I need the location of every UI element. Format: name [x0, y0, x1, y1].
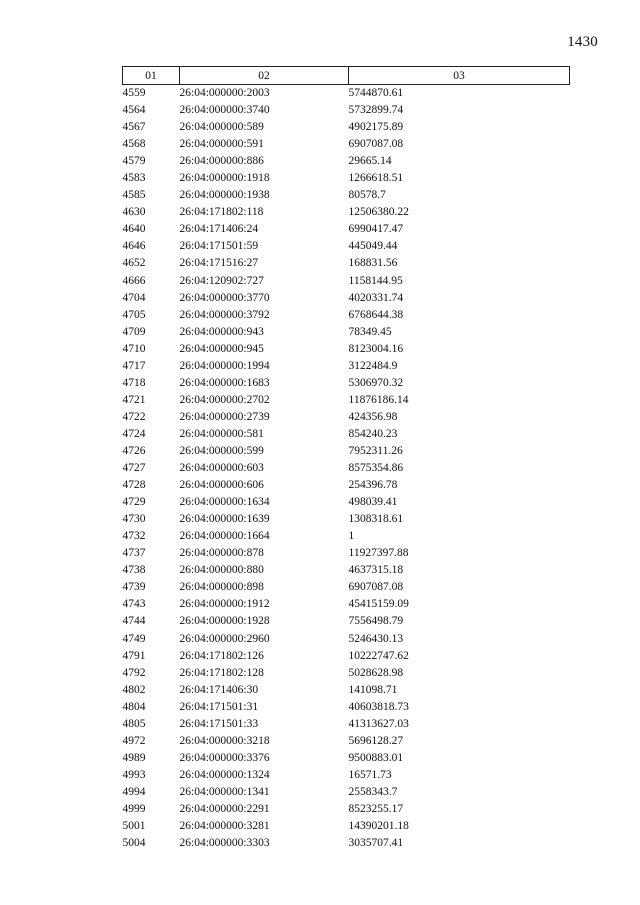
data-table: [122, 66, 570, 852]
table-row: [123, 307, 570, 324]
table-row: [123, 255, 570, 272]
table-header: [123, 67, 570, 85]
row-number-cell: 4705: [122, 308, 146, 321]
table-body: [123, 85, 570, 853]
table-row: [123, 119, 570, 136]
table-row: [123, 375, 570, 392]
row-number-cell: 4802: [122, 683, 146, 696]
row-number-cell: 4999: [122, 802, 146, 815]
cadastral-number-cell: 26:04:000000:591: [179, 138, 264, 151]
value-cell: 29665.14: [348, 155, 392, 168]
value-cell: 78349.45: [348, 325, 392, 338]
row-number-cell: 4585: [122, 189, 146, 202]
value-cell: 5306970.32: [348, 376, 404, 389]
value-cell: 80578.7: [348, 189, 386, 202]
row-number-cell: 4709: [122, 325, 146, 338]
row-number-cell: 4743: [122, 598, 146, 611]
value-cell: 254396.78: [348, 479, 398, 492]
value-cell: 8575354.86: [348, 462, 404, 475]
cadastral-number-cell: 26:04:000000:589: [179, 121, 264, 134]
row-number-cell: 4804: [122, 700, 146, 713]
row-number-cell: 4630: [122, 206, 146, 219]
cadastral-number-cell: 26:04:171406:30: [179, 683, 259, 696]
table-row: [123, 699, 570, 716]
table-row: [123, 494, 570, 511]
value-cell: 45415159.09: [348, 598, 409, 611]
cadastral-number-cell: 26:04:000000:3303: [179, 837, 270, 850]
table-row: [123, 273, 570, 290]
row-number-cell: 5001: [122, 820, 146, 833]
table-row: [123, 682, 570, 699]
cadastral-number-cell: 26:04:000000:1994: [179, 359, 270, 372]
table-row: [123, 511, 570, 528]
cadastral-number-cell: 26:04:000000:1683: [179, 376, 270, 389]
row-number-cell: 4666: [122, 274, 146, 287]
cadastral-number-cell: 26:04:000000:3218: [179, 734, 270, 747]
table-row: [123, 613, 570, 630]
value-cell: 14390201.18: [348, 820, 409, 833]
cadastral-number-cell: 26:04:000000:898: [179, 581, 264, 594]
column-header-02: 02: [180, 67, 349, 85]
cadastral-number-cell: 26:04:171802:126: [179, 649, 264, 662]
table-row: [123, 750, 570, 767]
table-row: [123, 477, 570, 494]
row-number-cell: 4738: [122, 564, 146, 577]
header-row: [123, 67, 570, 85]
table-row: [123, 426, 570, 443]
value-cell: 4637315.18: [348, 564, 404, 577]
table-row: [123, 733, 570, 750]
row-number-cell: 4568: [122, 138, 146, 151]
table-row: [123, 290, 570, 307]
table-row: [123, 221, 570, 238]
row-number-cell: 4726: [122, 445, 146, 457]
cadastral-number-cell: 26:04:000000:943: [179, 325, 264, 338]
cadastral-number-cell: 26:04:000000:2960: [179, 632, 270, 645]
table-row: [123, 170, 570, 187]
value-cell: 12506380.22: [348, 206, 409, 219]
value-cell: 168831.56: [348, 257, 398, 270]
value-cell: 5744870.61: [348, 87, 404, 100]
value-cell: 41313627.03: [348, 717, 409, 730]
value-cell: 6907087.08: [348, 581, 404, 594]
row-number-cell: 4652: [122, 257, 146, 270]
value-cell: 6990417.47: [348, 223, 404, 236]
cadastral-number-cell: 26:04:000000:599: [179, 445, 264, 457]
row-number-cell: 4993: [122, 768, 146, 781]
cadastral-number-cell: 26:04:000000:2739: [179, 410, 270, 423]
value-cell: 5246430.13: [348, 632, 404, 645]
row-number-cell: 4729: [122, 496, 146, 509]
table-row: [123, 409, 570, 426]
cadastral-number-cell: 26:04:171406:24: [179, 223, 259, 236]
value-cell: 445049.44: [348, 240, 398, 253]
cadastral-number-cell: 26:04:000000:1639: [179, 513, 270, 526]
row-number-cell: 4730: [122, 513, 146, 526]
value-cell: 8123004.16: [348, 342, 404, 355]
row-number-cell: 4805: [122, 717, 146, 730]
cadastral-number-cell: 26:04:000000:1928: [179, 615, 270, 628]
value-cell: 9500883.01: [348, 751, 404, 764]
table-row: [123, 324, 570, 341]
value-cell: 1: [348, 530, 355, 543]
row-number-cell: 4646: [122, 240, 146, 253]
row-number-cell: 4791: [122, 649, 146, 662]
table-row: [123, 596, 570, 613]
row-number-cell: 4989: [122, 751, 146, 764]
value-cell: 10222747.62: [348, 649, 409, 662]
table-row: [123, 835, 570, 852]
table-row: [123, 358, 570, 375]
table-row: [123, 767, 570, 784]
value-cell: 5732899.74: [348, 104, 404, 117]
value-cell: 7556498.79: [348, 615, 404, 628]
column-header-03: 03: [349, 67, 570, 85]
cadastral-number-cell: 26:04:000000:1341: [179, 785, 270, 798]
value-cell: 2558343.7: [348, 785, 398, 798]
cadastral-number-cell: 26:04:000000:878: [179, 547, 264, 560]
table-row: [123, 187, 570, 204]
row-number-cell: 4792: [122, 666, 146, 679]
row-number-cell: 4717: [122, 359, 146, 372]
row-number-cell: 4737: [122, 547, 146, 560]
table-row: [123, 648, 570, 665]
row-number-cell: 4704: [122, 291, 146, 304]
value-cell: 4902175.89: [348, 121, 404, 134]
value-cell: 8523255.17: [348, 802, 404, 815]
cadastral-number-cell: 26:04:000000:3770: [179, 291, 270, 304]
cadastral-number-cell: 26:04:000000:1634: [179, 496, 270, 509]
table-row: [123, 631, 570, 648]
value-cell: 11876186.14: [348, 393, 409, 406]
row-number-cell: 4583: [122, 172, 146, 185]
row-number-cell: 4718: [122, 376, 146, 389]
table-row: [123, 801, 570, 818]
value-cell: 16571.73: [348, 768, 392, 781]
value-cell: 6768644.38: [348, 308, 404, 321]
cadastral-number-cell: 26:04:171802:118: [179, 206, 264, 219]
table-row: [123, 784, 570, 801]
cadastral-number-cell: 26:04:000000:880: [179, 564, 264, 577]
row-number-cell: 4749: [122, 632, 146, 645]
cadastral-number-cell: 26:04:000000:3281: [179, 820, 270, 833]
value-cell: 40603818.73: [348, 700, 409, 713]
row-number-cell: 4744: [122, 615, 146, 628]
row-number-cell: 4724: [122, 427, 146, 440]
table-row: [123, 545, 570, 562]
cadastral-number-cell: 26:04:120902:727: [179, 274, 264, 287]
value-cell: 7952311.26: [348, 445, 403, 457]
cadastral-number-cell: 26:04:171501:31: [179, 700, 259, 713]
cadastral-number-cell: 26:04:171516:27: [179, 257, 259, 270]
value-cell: 5696128.27: [348, 734, 404, 747]
row-number-cell: 4728: [122, 479, 146, 492]
table-row: [123, 136, 570, 153]
row-number-cell: 4579: [122, 155, 146, 168]
row-number-cell: 4567: [122, 121, 146, 134]
value-cell: 3122484.9: [348, 359, 398, 372]
value-cell: 1266618.51: [348, 172, 404, 185]
row-number-cell: 4559: [122, 87, 146, 100]
cadastral-number-cell: 26:04:000000:1938: [179, 189, 270, 202]
row-number-cell: 4710: [122, 342, 146, 355]
row-number-cell: 4721: [122, 393, 146, 406]
page-number: 1430: [567, 34, 598, 50]
value-cell: 498039.41: [348, 496, 398, 509]
table-row: [123, 153, 570, 170]
table-row: [123, 102, 570, 119]
table-row: [123, 204, 570, 221]
row-number-cell: 4732: [122, 530, 146, 543]
cadastral-number-cell: 26:04:000000:2291: [179, 802, 270, 815]
cadastral-number-cell: 26:04:000000:886: [179, 155, 264, 168]
cadastral-number-cell: 26:04:000000:2702: [179, 393, 270, 406]
cadastral-number-cell: 26:04:000000:1324: [179, 768, 270, 781]
cadastral-number-cell: 26:04:000000:3792: [179, 308, 270, 321]
row-number-cell: 4739: [122, 581, 146, 594]
value-cell: 5028628.98: [348, 666, 404, 679]
value-cell: 11927397.88: [348, 547, 409, 560]
column-header-01: 01: [123, 67, 180, 85]
row-number-cell: 4564: [122, 104, 146, 117]
cadastral-number-cell: 26:04:000000:606: [179, 479, 264, 492]
table-row: [123, 85, 570, 103]
row-number-cell: 4722: [122, 410, 146, 423]
value-cell: 3035707.41: [348, 837, 404, 850]
cadastral-number-cell: 26:04:000000:945: [179, 342, 264, 355]
row-number-cell: 4994: [122, 785, 146, 798]
cadastral-number-cell: 26:04:000000:603: [179, 462, 264, 475]
table-row: [123, 716, 570, 733]
value-cell: 1308318.61: [348, 513, 404, 526]
row-number-cell: 4972: [122, 734, 146, 747]
table-row: [123, 341, 570, 358]
row-number-cell: 5004: [122, 837, 146, 850]
value-cell: 854240.23: [348, 427, 398, 440]
cadastral-number-cell: 26:04:171501:59: [179, 240, 259, 253]
table-row: [123, 562, 570, 579]
cadastral-number-cell: 26:04:000000:581: [179, 427, 264, 440]
table-row: [123, 665, 570, 682]
value-cell: 141098.71: [348, 683, 398, 696]
table-row: [123, 818, 570, 835]
table-row: [123, 238, 570, 255]
cadastral-number-cell: 26:04:000000:1664: [179, 530, 270, 543]
cadastral-number-cell: 26:04:171501:33: [179, 717, 259, 730]
cadastral-number-cell: 26:04:000000:1912: [179, 598, 270, 611]
value-cell: 4020331.74: [348, 291, 404, 304]
table-row: [123, 528, 570, 545]
cadastral-number-cell: 26:04:171802:128: [179, 666, 264, 679]
value-cell: 424356.98: [348, 410, 398, 423]
table-row: [123, 392, 570, 409]
table-row: [123, 443, 570, 460]
cadastral-number-cell: 26:04:000000:1918: [179, 172, 270, 185]
table-row: [123, 460, 570, 477]
cadastral-number-cell: 26:04:000000:2003: [179, 87, 270, 100]
table-row: [123, 579, 570, 596]
row-number-cell: 4640: [122, 223, 146, 236]
value-cell: 6907087.08: [348, 138, 404, 151]
row-number-cell: 4727: [122, 462, 146, 475]
cadastral-number-cell: 26:04:000000:3376: [179, 751, 270, 764]
value-cell: 1158144.95: [348, 274, 403, 287]
cadastral-number-cell: 26:04:000000:3740: [179, 104, 270, 117]
